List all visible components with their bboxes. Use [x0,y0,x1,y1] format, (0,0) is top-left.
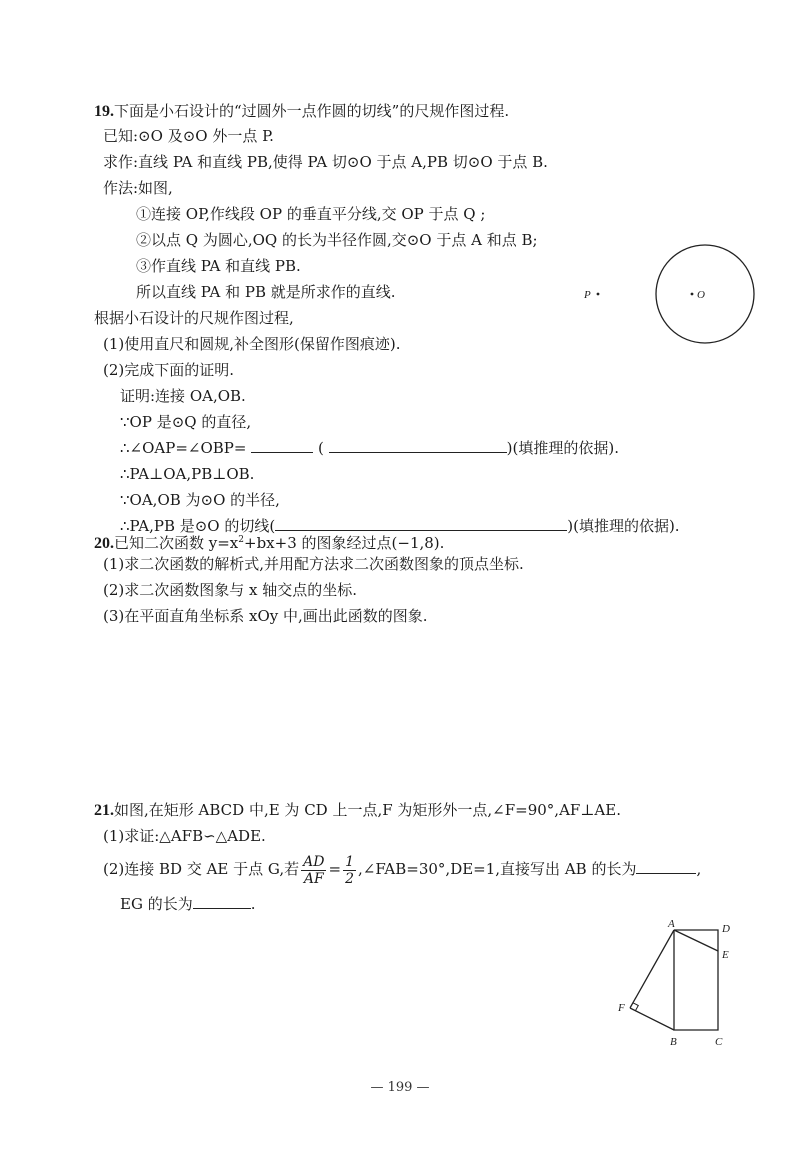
q19-answer-blank-reason-1[interactable] [329,438,507,453]
q19-basis: 根据小石设计的尺规作图过程, [94,309,294,327]
fraction-ad-af-denominator: AF [303,870,324,887]
segment-fb [630,1008,674,1030]
segment-af [630,930,674,1008]
q19-proof-4: ∵OA,OB 为⊙O 的半径, [120,491,280,509]
right-angle-mark-f [633,1003,638,1011]
q21-part2-line2 [120,893,255,915]
q21-answer-blank-eg[interactable] [193,894,251,909]
label-o: O [697,289,705,301]
q19-answer-blank-angle[interactable] [251,438,313,453]
fraction-ad-af-numerator: AD [303,853,325,870]
q21-part2-end: , [696,860,702,878]
q19-step-4: 所以直线 PA 和 PB 就是所求作的直线. [136,283,396,301]
segment-ae [674,930,718,951]
q21-title-line [94,799,621,822]
label-f: F [618,1002,625,1014]
q20-number: 20. [94,535,114,552]
q19-number: 19. [94,103,114,120]
fraction-one-half [343,854,356,887]
q19-proof-1: ∵OP 是⊙Q 的直径, [120,413,252,431]
q21-part1: (1)求证:△AFB∽△ADE. [103,827,266,845]
q19-step-3: ③作直线 PA 和直线 PB. [136,257,301,275]
fraction-ad-af [301,854,326,887]
page-number: — 199 — [370,1080,430,1095]
q19-proof-2 [120,437,619,459]
center-point-o [691,293,694,296]
q19-part2: (2)完成下面的证明. [103,361,235,379]
q19-proof-2-close: )(填推理的依据). [506,439,619,457]
q20-title-line [94,529,444,555]
point-p [597,293,600,296]
q21-part2-a: (2)连接 BD 交 AE 于点 G,若 [103,860,300,878]
q19-part1: (1)使用直尺和圆规,补全图形(保留作图痕迹). [103,335,401,353]
q20-title-sup: 2 [238,535,245,545]
q19-proof-intro: 证明:连接 OA,OB. [120,387,246,405]
label-c: C [715,1036,723,1048]
q20-title-a: 已知二次函数 y=x [114,534,239,552]
circle-o [656,245,754,343]
label-e: E [722,949,729,961]
q21-answer-blank-ab[interactable] [636,859,696,874]
label-p: P [584,289,591,301]
fraction-one-half-denominator: 2 [345,870,354,887]
q20-part2: (2)求二次函数图象与 x 轴交点的坐标. [103,581,358,599]
q19-goal: 求作:直线 PA 和直线 PB,使得 PA 切⊙O 于点 A,PB 切⊙O 于点 B. [103,153,548,171]
label-d: D [722,923,730,935]
q21-part2-b: ,∠FAB=30°,DE=1,直接写出 AB 的长为 [357,860,637,878]
q21-part2 [103,852,701,887]
q19-proof-5-text: ∴PA,PB 是⊙O 的切线( [120,517,276,535]
q19-proof-2-text: ∴∠OAP=∠OBP= [120,439,247,457]
q19-method-label: 作法:如图, [103,179,173,197]
q19-proof-5-close: )(填推理的依据). [567,517,680,535]
q21-equals: = [328,860,342,878]
q19-step-2: ②以点 Q 为圆心,OQ 的长为半径作圆,交⊙O 于点 A 和点 B; [136,231,538,249]
label-a: A [668,918,675,930]
label-b: B [670,1036,677,1048]
q19-proof-2-open: ( [318,439,324,457]
q21-part2-c-end: . [250,895,256,913]
q20-part1: (1)求二次函数的解析式,并用配方法求二次函数图象的顶点坐标. [103,555,524,573]
q19-proof-3: ∴PA⊥OA,PB⊥OB. [120,465,255,483]
q21-title: 如图,在矩形 ABCD 中,E 为 CD 上一点,F 为矩形外一点,∠F=90°,AF⊥AE. [114,801,621,819]
q19-step-1: ①连接 OP,作线段 OP 的垂直平分线,交 OP 于点 Q ; [136,205,486,223]
q19-known: 已知:⊙O 及⊙O 外一点 P. [103,127,274,145]
q19-title: 下面是小石设计的“过圆外一点作圆的切线”的尺规作图过程. [114,102,510,120]
q19-title-line [94,100,509,123]
q20-title-b: +bx+3 的图象经过点(−1,8). [244,534,445,552]
rectangle-abcd [674,930,718,1030]
q21-part2-c: EG 的长为 [120,895,193,913]
fraction-one-half-numerator: 1 [345,853,354,870]
q21-number: 21. [94,802,114,819]
q20-part3: (3)在平面直角坐标系 xOy 中,画出此函数的图象. [103,607,428,625]
